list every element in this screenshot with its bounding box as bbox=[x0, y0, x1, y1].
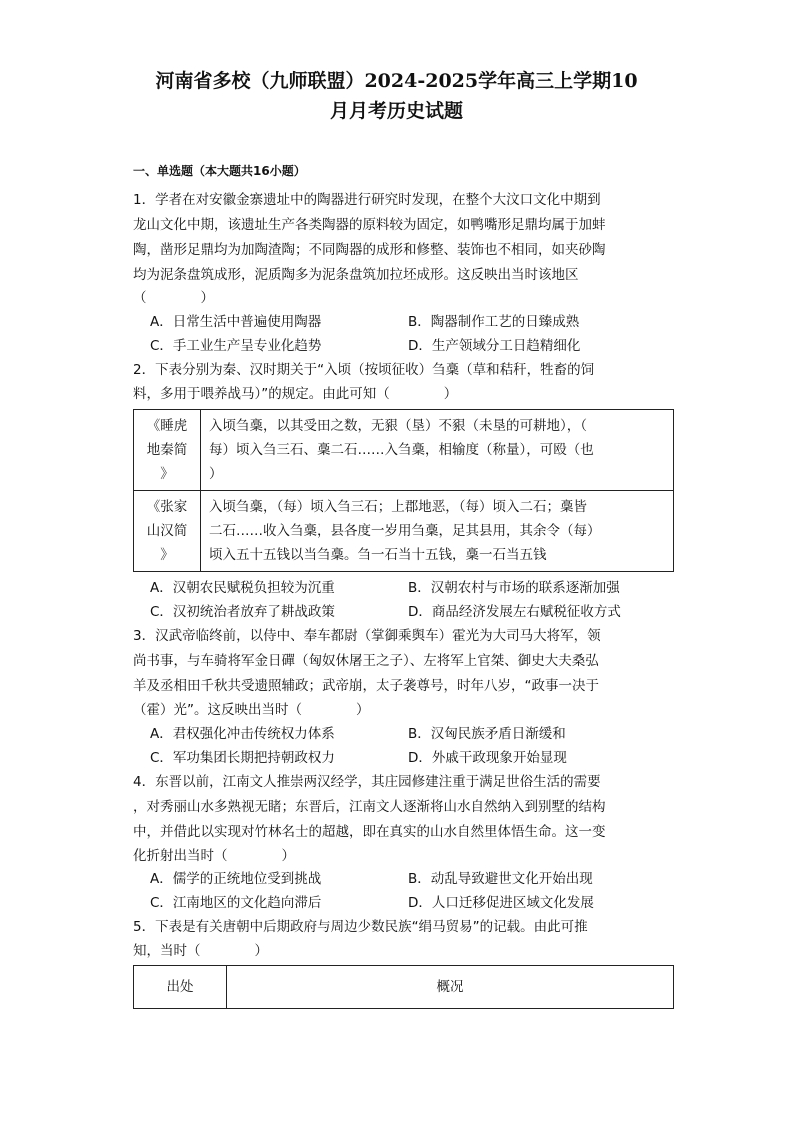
source-line: 《睡虎 bbox=[146, 418, 188, 434]
question-2-line: 料，多用于喂养战马）”的规定。由此可知（ ） bbox=[133, 386, 458, 402]
question-3-option-a: A．君权强化冲击传统权力体系 bbox=[150, 726, 335, 742]
question-1-answer-blank: （ ） bbox=[133, 290, 214, 306]
question-2-option-b: B．汉朝农村与市场的联系逐渐加强 bbox=[408, 580, 620, 596]
question-1-line: 龙山文化中期，该遗址生产各类陶器的原料较为固定，如鸭嘴形足鼎均属于加蚌 bbox=[133, 217, 606, 233]
table-cell-source bbox=[134, 491, 201, 572]
text-line: 二石……收入刍稾，县各度一岁用刍稾，足其县用，其余令（每） bbox=[209, 523, 601, 539]
question-3-line: 羊及丞相田千秋共受遗照辅政；武帝崩，太子袭尊号，时年八岁，“政事一决于 bbox=[133, 678, 599, 694]
source-line: 》 bbox=[160, 466, 174, 482]
question-3-line: 3．汉武帝临终前，以侍中、奉车都尉（掌御乘舆车）霍光为大司马大将军，领 bbox=[133, 628, 601, 644]
question-4-option-a: A．儒学的正统地位受到挑战 bbox=[150, 871, 322, 887]
table-cell-text bbox=[201, 491, 674, 572]
question-4-option-c: C．江南地区的文化趋向滞后 bbox=[150, 895, 322, 911]
question-2-line: 2．下表分别为秦、汉时期关于“入顷（按顷征收）刍稾（草和秸秆，牲畜的饲 bbox=[133, 362, 595, 378]
question-2-table bbox=[133, 409, 674, 572]
question-2-option-c: C．汉初统治者放弃了耕战政策 bbox=[150, 604, 335, 620]
source-line: 地秦简 bbox=[146, 442, 188, 458]
question-3-option-c: C．军功集团长期把持朝政权力 bbox=[150, 750, 335, 766]
table-cell-text bbox=[201, 410, 674, 491]
text-line: 入顷刍稾，（每）顷入刍三石；上郡地恶，（每）顷入二石；稾皆 bbox=[209, 499, 587, 515]
text-line: ） bbox=[209, 466, 223, 482]
question-2-option-a: A．汉朝农民赋税负担较为沉重 bbox=[150, 580, 335, 596]
exam-title-line-1: 河南省多校（九师联盟）2024-2025学年高三上学期10 bbox=[155, 70, 638, 92]
section-heading: 一、单选题（本大题共16小题） bbox=[133, 164, 306, 178]
text-line: 顷入五十五钱以当刍稾。刍一石当十五钱，稾一石当五钱 bbox=[209, 547, 547, 563]
text-line: 入顷刍稾，以其受田之数，无豤（垦）不豤（未垦的可耕地），（ bbox=[209, 418, 587, 434]
question-3-option-d: D．外戚干政现象开始显现 bbox=[408, 750, 567, 766]
question-2-option-d: D．商品经济发展左右赋税征收方式 bbox=[408, 604, 621, 620]
exam-title-line-2: 月月考历史试题 bbox=[329, 100, 463, 122]
question-4-option-b: B．动乱导致避世文化开始出现 bbox=[408, 871, 593, 887]
question-3-option-b: B．汉匈民族矛盾日渐缓和 bbox=[408, 726, 566, 742]
question-1-option-c: C．手工业生产呈专业化趋势 bbox=[150, 338, 322, 354]
question-5-line: 5．下表是有关唐朝中后期政府与周边少数民族“绢马贸易”的记载。由此可推 bbox=[133, 919, 588, 935]
question-4-line: ，对秀丽山水多熟视无睹；东晋后，江南文人逐渐将山水自然纳入到别墅的结构 bbox=[133, 799, 606, 815]
table-header-summary: 概况 bbox=[227, 966, 674, 1009]
question-1-option-d: D．生产领域分工日趋精细化 bbox=[408, 338, 581, 354]
text-line: 每）顷入刍三石、稾二石……入刍稾，相输度（称量），可殴（也 bbox=[209, 442, 594, 458]
table-header-source: 出处 bbox=[134, 966, 227, 1009]
question-1-line: 均为泥条盘筑成形，泥质陶多为泥条盘筑加拉坯成形。这反映出当时该地区 bbox=[133, 267, 579, 283]
source-line: 》 bbox=[160, 547, 174, 563]
source-line: 山汉简 bbox=[146, 523, 188, 539]
question-5-line: 知，当时（ ） bbox=[133, 943, 268, 959]
question-3-line: 尚书事，与车骑将军金日磾（匈奴休屠王之子）、左将军上官桀、御史大夫桑弘 bbox=[133, 653, 599, 669]
source-line: 《张家 bbox=[146, 499, 188, 515]
question-1-line: 1．学者在对安徽金寨遗址中的陶器进行研究时发现，在整个大汶口文化中期到 bbox=[133, 192, 601, 208]
table-cell-source bbox=[134, 410, 201, 491]
table-row bbox=[134, 410, 674, 491]
question-3-line: （霍）光”。这反映出当时（ ） bbox=[133, 702, 370, 718]
question-4-line: 化折射出当时（ ） bbox=[133, 848, 295, 864]
table-row bbox=[134, 491, 674, 572]
question-1-option-b: B．陶器制作工艺的日臻成熟 bbox=[408, 314, 580, 330]
question-4-line: 中，并借此以实现对竹林名士的超越，即在真实的山水自然里体悟生命。这一变 bbox=[133, 824, 606, 840]
question-4-option-d: D．人口迁移促进区域文化发展 bbox=[408, 895, 594, 911]
table-header-row bbox=[134, 966, 674, 1009]
question-4-line: 4．东晋以前，江南文人推崇两汉经学，其庄园修建注重于满足世俗生活的需要 bbox=[133, 774, 601, 790]
question-5-table bbox=[133, 965, 674, 1009]
question-1-line: 陶，凿形足鼎均为加陶渣陶；不同陶器的成形和修整、装饰也不相同，如夹砂陶 bbox=[133, 242, 606, 258]
question-1-option-a: A．日常生活中普遍使用陶器 bbox=[150, 314, 322, 330]
